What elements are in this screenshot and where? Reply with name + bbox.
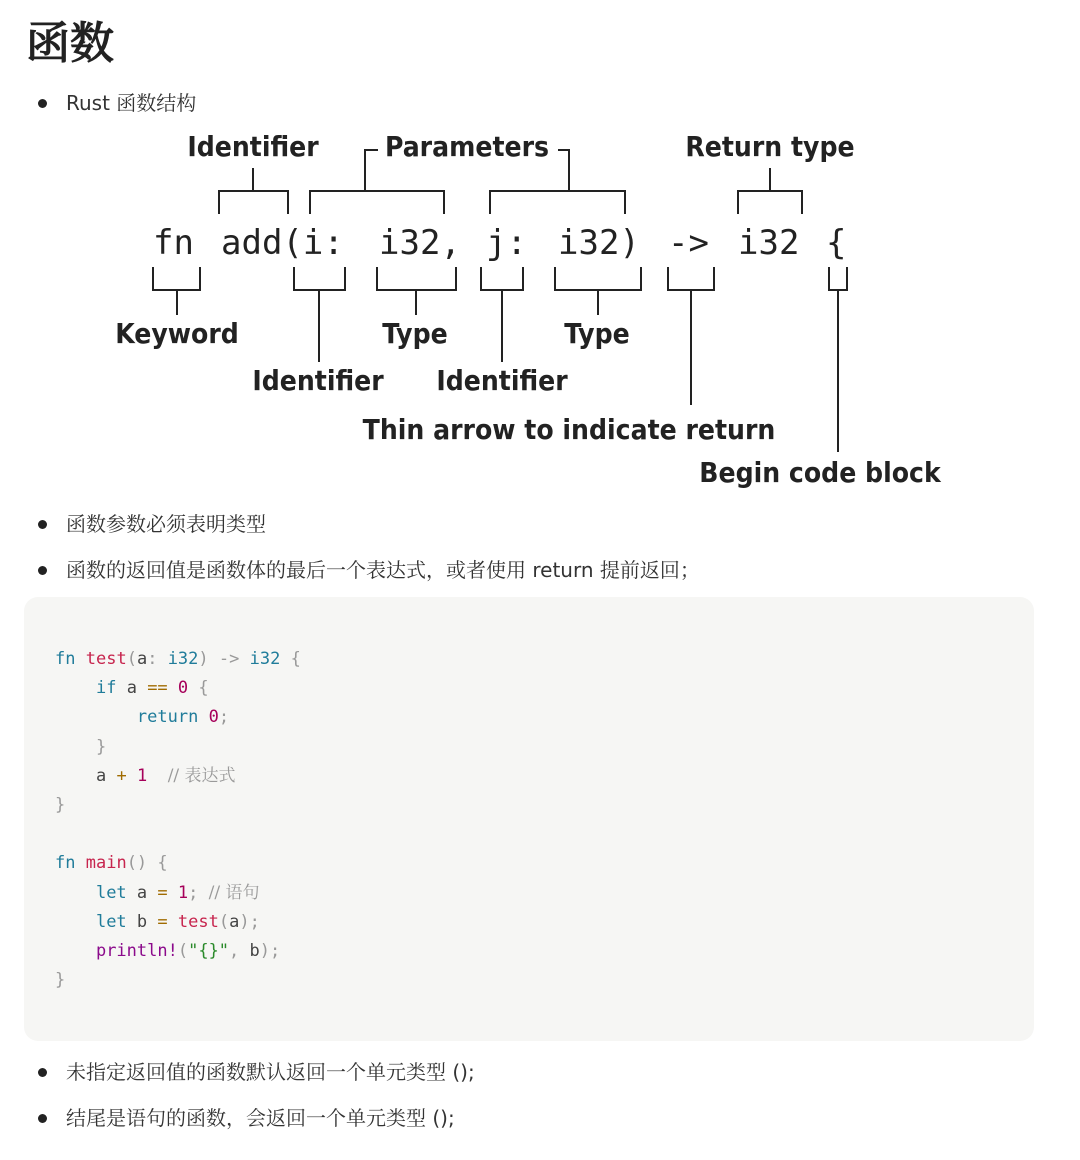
- list-item-text: 未指定返回值的函数默认返回一个单元类型 ();: [66, 1060, 475, 1084]
- label-thin-arrow: Thin arrow to indicate return: [362, 413, 776, 446]
- return-type-bracket: [738, 168, 802, 214]
- label-parameters: Parameters: [384, 130, 550, 163]
- type-2-bracket: [555, 267, 641, 315]
- keyword-bracket: [153, 267, 200, 315]
- label-begin-block: Begin code block: [699, 456, 941, 489]
- list-item-text: Rust 函数结构: [66, 91, 197, 115]
- thin-arrow-bracket: [668, 267, 714, 405]
- code-comment: // 表达式: [167, 765, 236, 786]
- type-1-bracket: [377, 267, 456, 315]
- label-keyword: Keyword: [115, 317, 239, 350]
- bullet-dot: [38, 520, 47, 529]
- bullet-dot: [38, 99, 47, 108]
- function-structure-diagram: [0, 120, 1080, 500]
- token-i32-2: i32): [558, 223, 640, 263]
- label-identifier-j: Identifier: [436, 364, 568, 397]
- bullet-dot: [38, 566, 47, 575]
- token-fn: fn: [153, 223, 194, 263]
- code-block[interactable]: [24, 597, 1034, 1041]
- list-item-text: 函数参数必须表明类型: [66, 512, 266, 536]
- list-item-text: 函数的返回值是函数体的最后一个表达式，或者使用 return 提前返回；: [66, 558, 700, 582]
- token-i32-1: i32,: [379, 223, 461, 263]
- token-add: add(i:: [221, 223, 344, 263]
- token-j: j:: [486, 223, 527, 263]
- code-comment: // 语句: [208, 882, 260, 903]
- label-type: Type: [382, 317, 448, 350]
- page-title: 函数: [26, 18, 114, 69]
- token-arrow: ->: [668, 223, 709, 263]
- bullet-dot: [38, 1114, 47, 1123]
- label-type: Type: [564, 317, 630, 350]
- label-return-type: Return type: [685, 130, 855, 163]
- token-brace: {: [826, 223, 847, 263]
- list-item-text: 结尾是语句的函数，会返回一个单元类型 ();: [66, 1106, 455, 1130]
- label-identifier-i: Identifier: [252, 364, 384, 397]
- token-i32-ret: i32: [738, 223, 800, 263]
- identifier-bracket: [219, 168, 288, 214]
- bullet-dot: [38, 1068, 47, 1077]
- identifier-i-bracket: [294, 267, 345, 362]
- identifier-j-bracket: [481, 267, 523, 362]
- label-identifier: Identifier: [187, 130, 319, 163]
- begin-block-bracket: [829, 267, 847, 452]
- code-content: fn test(a: i32) -> i32 { if a == 0 { return 0; } a + 1 // 表达式 } fn main() { let a = 1; // 语句 let b = test(a); println!("{}", b); }: [55, 649, 301, 991]
